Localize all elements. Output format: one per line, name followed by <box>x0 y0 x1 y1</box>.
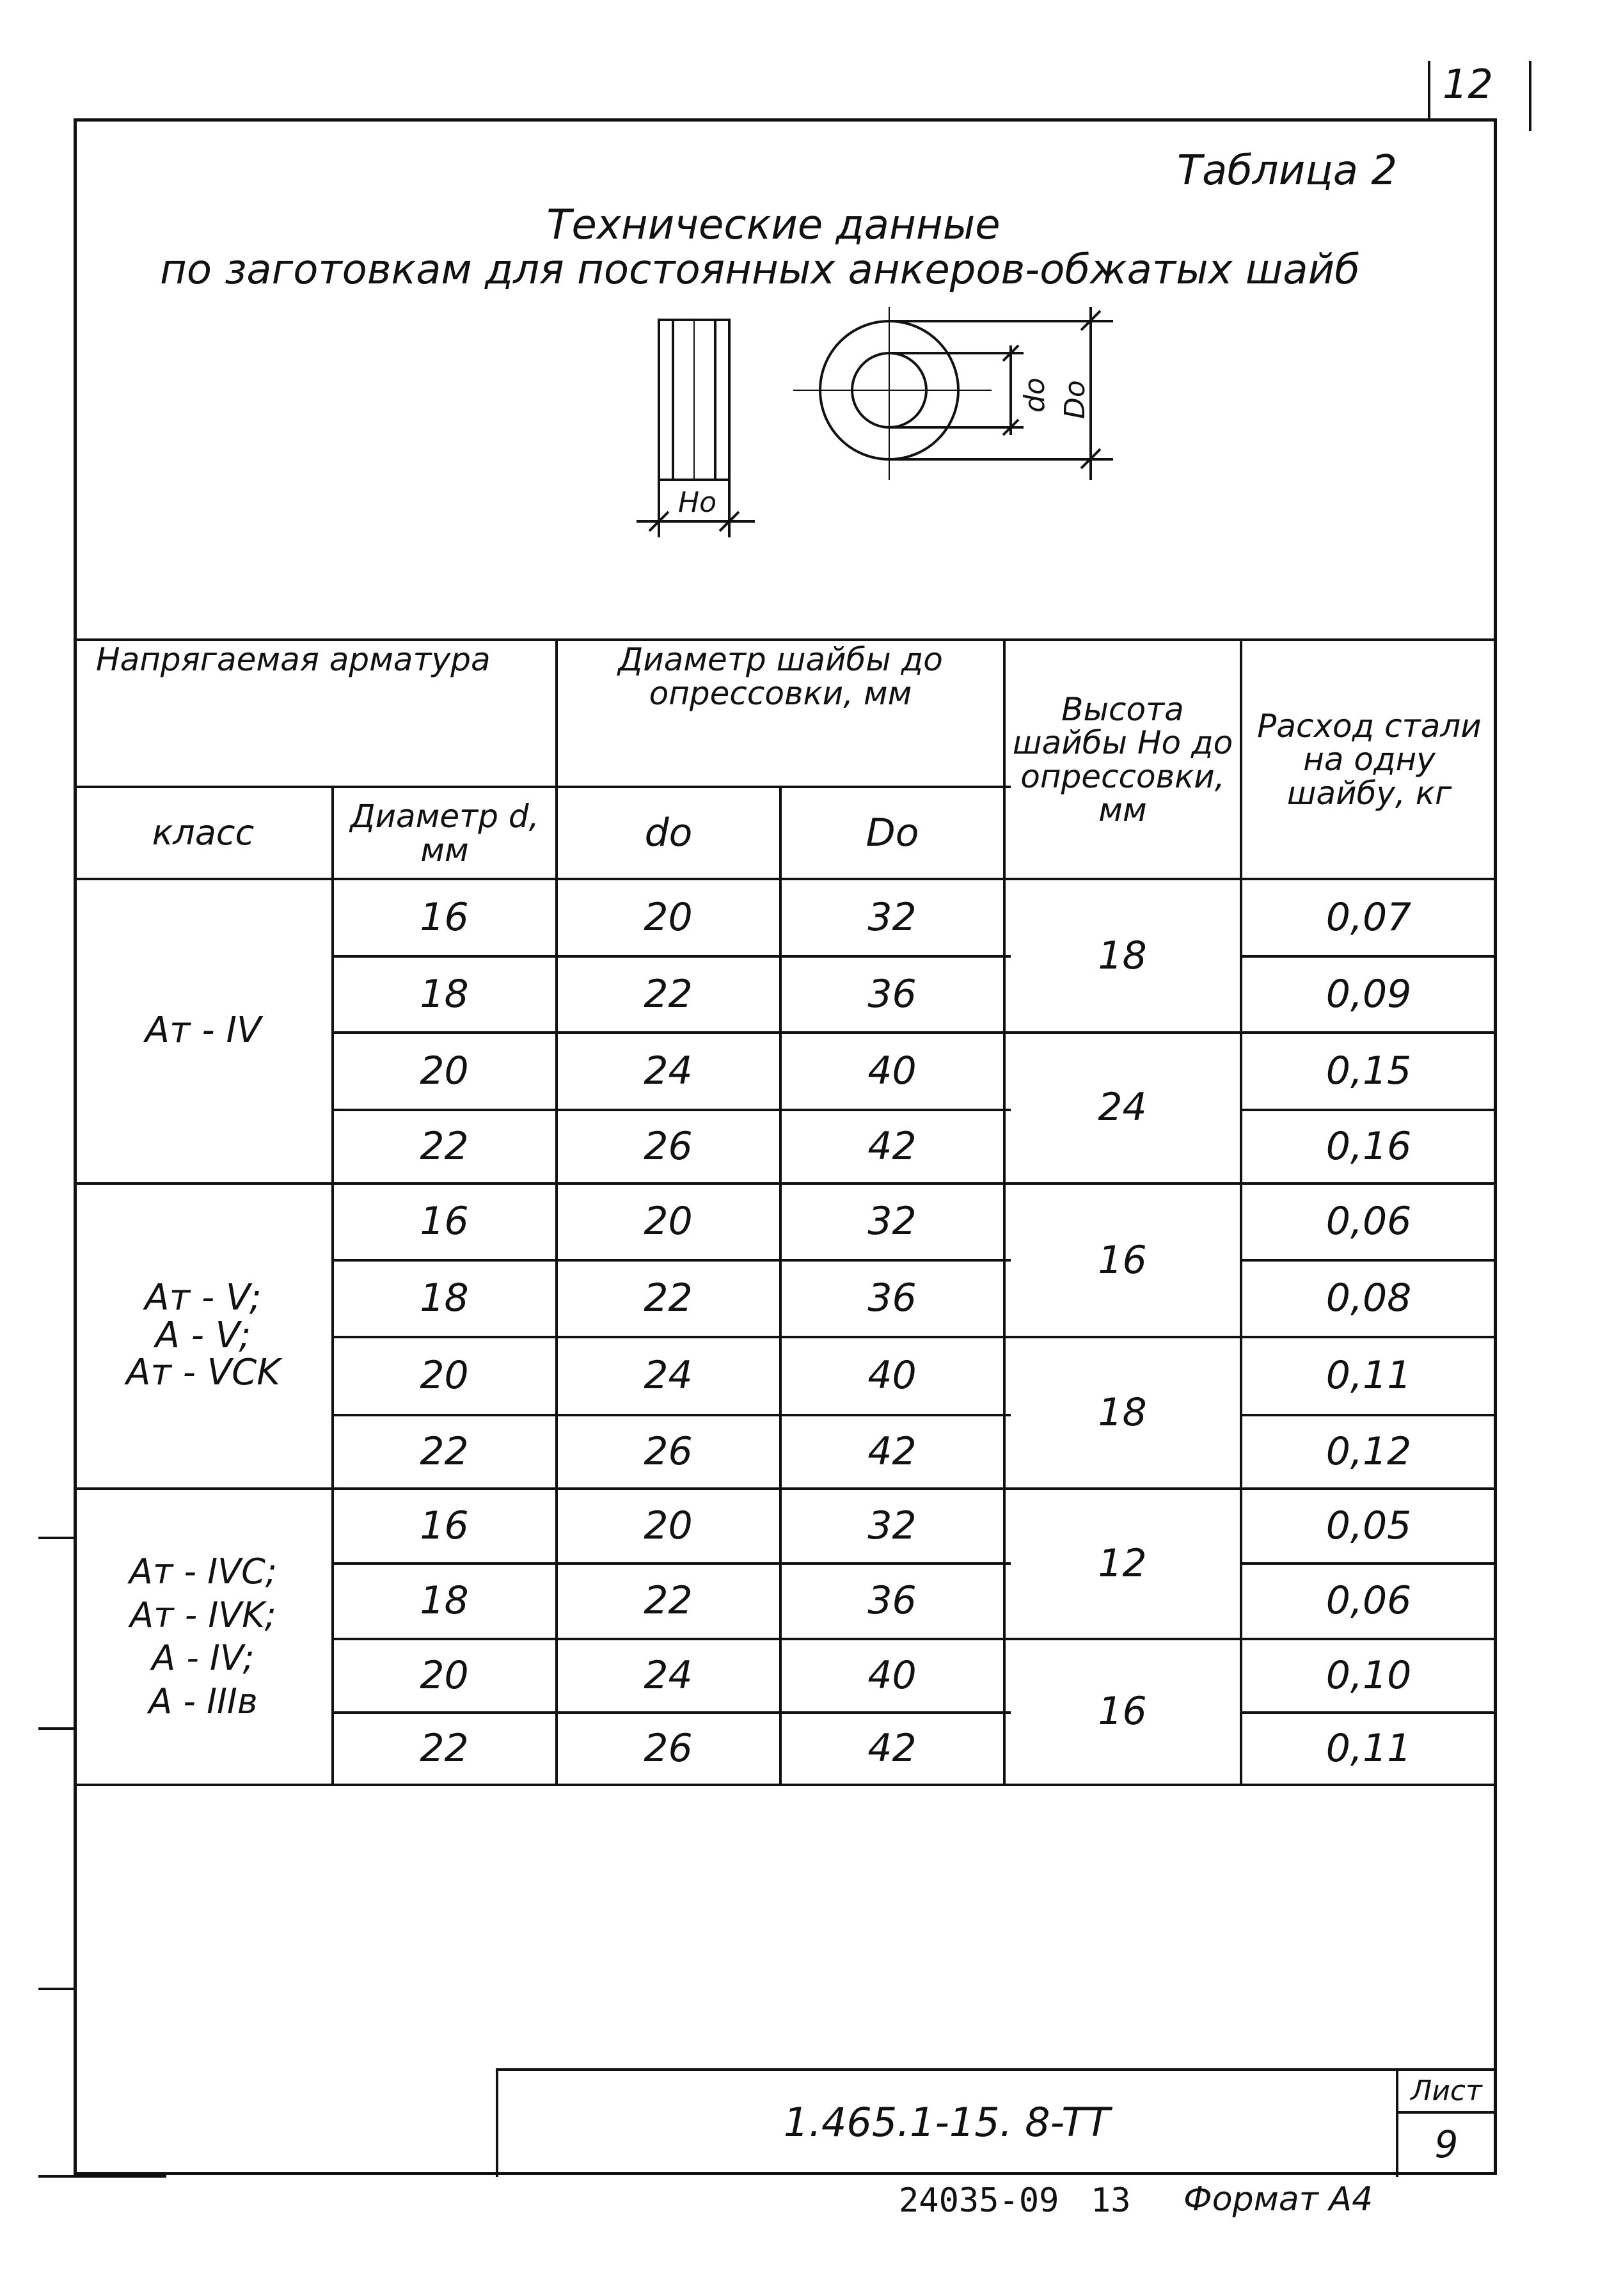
stamp-border <box>496 2068 1497 2071</box>
bar-diameter-cell: 18 <box>420 971 469 1017</box>
d0-cell: 20 <box>644 894 693 940</box>
d0-cell: 26 <box>644 1429 693 1474</box>
D0-cell: 36 <box>867 1276 917 1320</box>
d0-cell: 22 <box>644 1276 693 1320</box>
sheet-number-box-left <box>1428 61 1430 122</box>
sheet-number: 12 <box>1443 61 1493 107</box>
class-cell: Aт - IV <box>145 1009 262 1051</box>
stamp-border <box>496 2068 498 2177</box>
bar-diameter-cell: 22 <box>420 1429 469 1474</box>
bar-diameter-cell: 22 <box>420 1123 469 1169</box>
D0-cell: 32 <box>867 1503 917 1548</box>
bar-diameter-cell: 20 <box>420 1652 469 1698</box>
kg-cell: 0,08 <box>1325 1276 1412 1320</box>
kg-cell: 0,15 <box>1325 1048 1412 1093</box>
d-label: dо <box>1018 377 1051 413</box>
bar-diameter-cell: 16 <box>420 894 469 940</box>
kg-cell: 0,11 <box>1325 1353 1412 1398</box>
height-cell: 24 <box>1098 1085 1147 1130</box>
D0-cell: 42 <box>867 1123 917 1169</box>
stamp-border <box>1396 2111 1497 2114</box>
class-cell: Aт - IVC; Aт - IVK; A - IV; A - IIIв <box>129 1551 277 1722</box>
table-rule <box>74 1784 1497 1786</box>
bar-diameter-cell: 18 <box>420 1578 469 1623</box>
washer-drawing <box>608 301 1132 550</box>
D0-cell: 40 <box>867 1048 917 1093</box>
d0-cell: 24 <box>644 1048 693 1093</box>
kg-cell: 0,06 <box>1325 1578 1412 1623</box>
bar-diameter-cell: 20 <box>420 1353 469 1398</box>
archive-number: 24035-09 <box>899 2181 1059 2220</box>
margin-tick <box>38 1537 77 1539</box>
D0-cell: 42 <box>867 1429 917 1474</box>
paper-format: Формат А4 <box>1183 2180 1373 2219</box>
kg-cell: 0,10 <box>1325 1652 1412 1698</box>
title-line-2: по заготовкам для постоянных анкеров-обжатых шайб <box>160 246 1360 294</box>
d0-cell: 26 <box>644 1123 693 1169</box>
height-cell: 18 <box>1098 1389 1147 1435</box>
list-label: Лист <box>1411 2074 1482 2107</box>
header-bar-diameter: Диаметр d, мм <box>350 798 539 869</box>
kg-cell: 0,05 <box>1325 1503 1412 1548</box>
d0-cell: 20 <box>644 1199 693 1244</box>
kg-cell: 0,12 <box>1325 1429 1412 1474</box>
bar-diameter-cell: 22 <box>420 1725 469 1771</box>
document-code: 1.465.1-15. 8-TT <box>783 2099 1111 2146</box>
d0-cell: 24 <box>644 1652 693 1698</box>
D0-cell: 32 <box>867 1199 917 1244</box>
d0-cell: 20 <box>644 1503 693 1548</box>
header-armature: Напрягаемая арматура <box>96 641 491 678</box>
kg-cell: 0,06 <box>1325 1199 1412 1244</box>
D0-cell: 40 <box>867 1652 917 1698</box>
title-line-1: Технические данные <box>546 202 1001 249</box>
d0-cell: 24 <box>644 1353 693 1398</box>
d0-cell: 22 <box>644 1578 693 1623</box>
height-cell: 12 <box>1098 1540 1147 1586</box>
d0-cell: 22 <box>644 971 693 1017</box>
kg-cell: 0,09 <box>1325 971 1412 1017</box>
d0-cell: 26 <box>644 1725 693 1771</box>
kg-cell: 0,11 <box>1325 1725 1412 1771</box>
header-diameter-group: Диаметр шайбы до опрессовки, мм <box>618 641 943 712</box>
D0-cell: 40 <box>867 1353 917 1398</box>
height-cell: 16 <box>1098 1689 1147 1734</box>
D0-cell: 36 <box>867 1578 917 1623</box>
list-number: 9 <box>1434 2122 1459 2166</box>
height-cell: 16 <box>1098 1237 1147 1283</box>
class-cell: Aт - V; A - V; Aт - VCK <box>126 1276 280 1394</box>
margin-tick <box>38 1988 77 1990</box>
D0-cell: 32 <box>867 894 917 940</box>
header-class: класс <box>152 812 255 853</box>
D-label: Dо <box>1059 380 1091 419</box>
height-cell: 18 <box>1098 933 1147 978</box>
margin-tick <box>38 2175 166 2178</box>
table-label: Таблица 2 <box>1177 147 1398 194</box>
header-height: Высота шайбы Hо до опрессовки, мм <box>1012 690 1233 828</box>
h-label: Hо <box>678 486 717 519</box>
margin-tick <box>38 1727 77 1730</box>
header-steel: Расход стали на одну шайбу, кг <box>1257 707 1482 812</box>
D0-cell: 42 <box>867 1725 917 1771</box>
bar-diameter-cell: 16 <box>420 1503 469 1548</box>
kg-cell: 0,07 <box>1325 894 1412 940</box>
bar-diameter-cell: 20 <box>420 1048 469 1093</box>
bar-diameter-cell: 18 <box>420 1276 469 1320</box>
header-D0: Dо <box>866 811 919 855</box>
D0-cell: 36 <box>867 971 917 1017</box>
header-d0: dо <box>644 811 693 855</box>
table-rule <box>74 786 1011 788</box>
bar-diameter-cell: 16 <box>420 1199 469 1244</box>
archive-sheet: 13 <box>1091 2181 1131 2220</box>
kg-cell: 0,16 <box>1325 1123 1412 1169</box>
sheet-number-box-right <box>1529 61 1531 131</box>
